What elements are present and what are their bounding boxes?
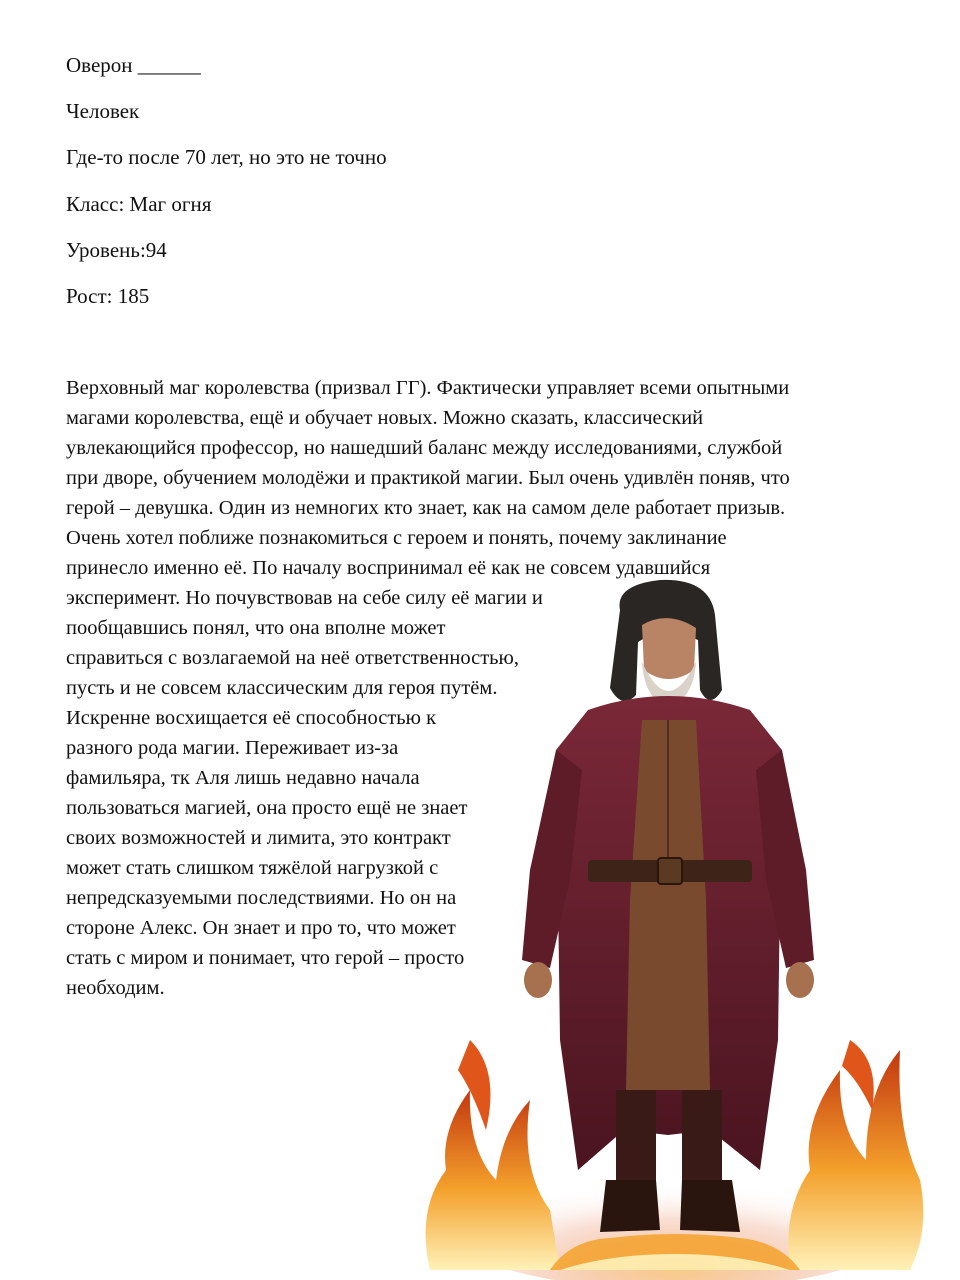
bio-line: пообщавшись понял, что она вполне может (66, 617, 446, 639)
mage-figure (522, 580, 814, 1232)
bio-line: при дворе, обучением молодёжи и практикой магии. Был очень удивлён поняв, что (66, 467, 790, 489)
character-level: Уровень:94 (66, 238, 167, 262)
bio-line: герой – девушка. Один из немногих кто знает, как на самом деле работает призыв. (66, 497, 786, 519)
bio-line: Искренне восхищается её способностью к (66, 707, 437, 729)
bio-line: пользоваться магией, она просто ещё не знает (66, 797, 468, 819)
bio-line: увлекающийся профессор, но нашедший баланс между исследованиями, службой (66, 437, 783, 459)
bio-line: фамильяра, тк Аля лишь недавно начала (66, 767, 420, 789)
bio-line: магами королевства, ещё и обучает новых. Можно сказать, классический (66, 407, 704, 429)
character-height: Рост: 185 (66, 284, 150, 308)
bio-line: Очень хотел поближе познакомиться с героем и понять, почему заклинание (66, 527, 727, 549)
bio-line: непредсказуемыми последствиями. Но он на (66, 887, 457, 909)
bio-line: Верховный маг королевства (призвал ГГ). Фактически управляет всеми опытными (66, 377, 790, 399)
character-class: Класс: Маг огня (66, 192, 212, 216)
bio-line: необходим. (66, 977, 165, 999)
bio-line: пусть и не совсем классическим для героя путём. (66, 677, 498, 699)
bio-line: принесло именно её. По началу воспринимал её как не совсем удавшийся (66, 557, 711, 579)
bio-line: эксперимент. Но почувствовав на себе силу её магии и (66, 587, 543, 609)
bio-line: справиться с возлагаемой на неё ответственностью, (66, 647, 519, 669)
bio-line: может стать слишком тяжёлой нагрузкой с (66, 857, 439, 879)
bio-line: своих возможностей и лимита, это контракт (66, 827, 451, 849)
bio-line: стороне Алекс. Он знает и про то, что может (66, 917, 456, 939)
character-age: Где-то после 70 лет, но это не точно (66, 145, 387, 169)
bio-line: стать с миром и понимает, что герой – просто (66, 947, 465, 969)
character-name: Оверон ______ (66, 53, 201, 77)
fire-mage-illustration (410, 570, 940, 1280)
bio-line: разного рода магии. Переживает из-за (66, 737, 399, 759)
character-race: Человек (66, 99, 140, 123)
